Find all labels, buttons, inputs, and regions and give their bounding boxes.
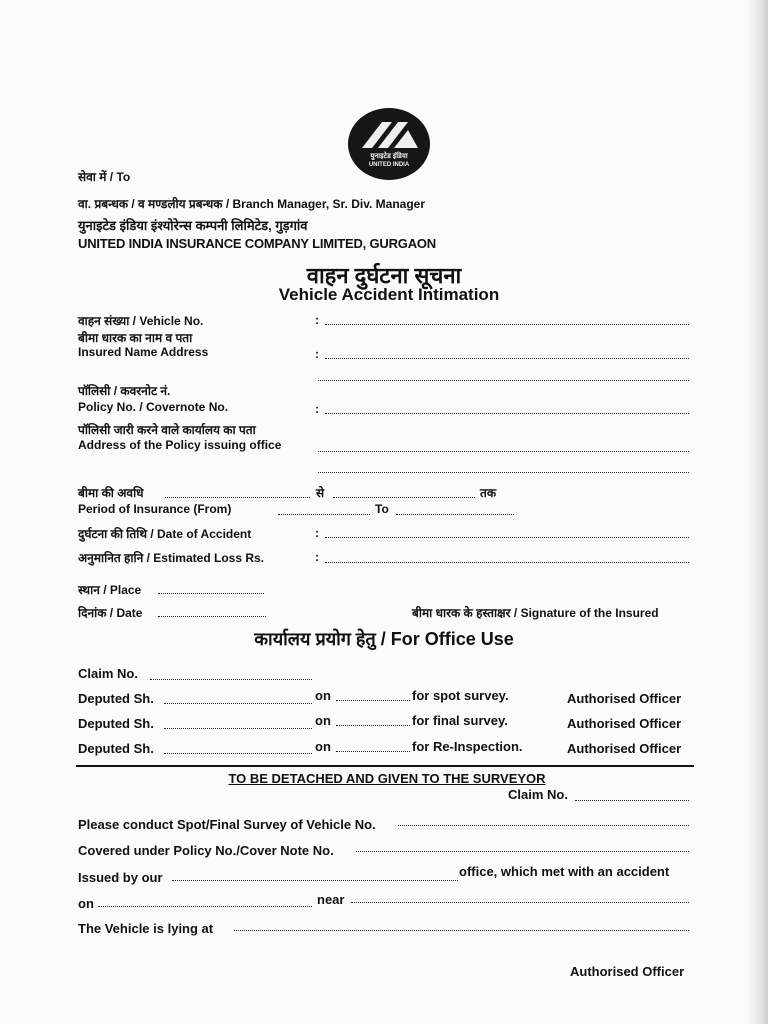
place-field[interactable]: [158, 593, 264, 594]
insured-address-field-2[interactable]: [318, 380, 689, 381]
manager-line: वा. प्रबन्धक / व मण्डलीय प्रबन्धक / Branch Manager, Sr. Div. Manager: [78, 197, 426, 211]
to-hindi: तक: [480, 486, 497, 500]
colon: :: [315, 347, 319, 361]
detach-authorised-officer: Authorised Officer: [570, 964, 685, 979]
authorised-officer-1: Authorised Officer: [567, 691, 682, 706]
accident-date-field[interactable]: [98, 906, 312, 907]
vehicle-lying-label: The Vehicle is lying at: [78, 921, 214, 936]
date-of-accident-label: दुर्घटना की तिथि / Date of Accident: [78, 527, 252, 541]
covered-policy-label: Covered under Policy No./Cover Note No.: [78, 843, 334, 858]
colon: :: [315, 550, 319, 564]
deputed-date-field-3[interactable]: [336, 751, 410, 752]
final-survey-label: for final survey.: [412, 713, 508, 728]
office-address-field-1[interactable]: [318, 451, 689, 452]
company-name-english: UNITED INDIA INSURANCE COMPANY LIMITED, GURGAON: [78, 236, 436, 251]
near-label: near: [317, 892, 345, 907]
company-name-hindi: युनाइटेड इंडिया इंश्योरेन्स कम्पनी लिमिटेड, गुड़गांव: [78, 218, 308, 233]
period-to-field[interactable]: [396, 514, 514, 515]
deputed-name-field-3[interactable]: [164, 753, 312, 754]
accident-place-field[interactable]: [351, 902, 689, 903]
vehicle-location-field[interactable]: [234, 930, 689, 931]
authorised-officer-2: Authorised Officer: [567, 716, 682, 731]
issued-by-label: Issued by our: [78, 870, 163, 885]
to-label: सेवा में / To: [78, 170, 131, 184]
deputed-date-field-1[interactable]: [336, 700, 410, 701]
logo-text-hindi: युनाइटेड इंडिया: [370, 153, 408, 160]
period-from-hindi-field[interactable]: [165, 497, 310, 498]
detach-claim-no-label: Claim No.: [508, 787, 568, 802]
accident-on-label: on: [78, 896, 94, 911]
colon: :: [315, 402, 319, 416]
estimated-loss-label: अनुमानित हानि / Estimated Loss Rs.: [78, 551, 265, 565]
signature-label: बीमा धारक के हस्ताक्षर / Signature of the Insured: [412, 606, 659, 620]
period-to-hindi-field[interactable]: [333, 497, 475, 498]
logo-text-english: UNITED INDIA: [368, 162, 410, 168]
from-hindi: से: [316, 486, 325, 500]
scan-edge-shadow: [746, 0, 768, 1024]
on-label-1: on: [315, 688, 331, 703]
deputed-name-field-1[interactable]: [164, 703, 312, 704]
deputed-name-field-2[interactable]: [164, 728, 312, 729]
office-label-hindi: पॉलिसी जारी करने वाले कार्यालय का पता: [78, 423, 256, 437]
deputed-label-2: Deputed Sh.: [78, 716, 154, 731]
detach-heading: TO BE DETACHED AND GIVEN TO THE SURVEYOR: [228, 771, 546, 786]
vehicle-no-field[interactable]: [325, 324, 689, 325]
office-use-title: कार्यालय प्रयोग हेतु / For Office Use: [254, 629, 514, 649]
form-title-hindi: वाहन दुर्घटना सूचना: [306, 263, 462, 288]
date-of-accident-field[interactable]: [325, 537, 689, 538]
covered-policy-field[interactable]: [356, 851, 689, 852]
insured-label-hindi: बीमा धारक का नाम व पता: [78, 331, 193, 345]
period-label-english: Period of Insurance (From): [78, 502, 232, 516]
colon: :: [315, 526, 319, 540]
detach-claim-no-field[interactable]: [575, 800, 689, 801]
estimated-loss-field[interactable]: [325, 562, 689, 563]
survey-vehicle-no-field[interactable]: [398, 825, 689, 826]
deputed-date-field-2[interactable]: [336, 725, 410, 726]
united-india-logo: [348, 108, 430, 180]
deputed-label-1: Deputed Sh.: [78, 691, 154, 706]
conduct-survey-label: Please conduct Spot/Final Survey of Vehicle No.: [78, 817, 376, 832]
on-label-3: on: [315, 739, 331, 754]
place-label: स्थान / Place: [78, 583, 142, 597]
date-field[interactable]: [158, 616, 266, 617]
claim-no-label: Claim No.: [78, 666, 138, 681]
policy-no-field[interactable]: [325, 413, 689, 414]
form-title-english: Vehicle Accident Intimation: [278, 285, 500, 304]
vehicle-no-label: वाहन संख्या / Vehicle No.: [78, 314, 204, 328]
colon: :: [315, 313, 319, 327]
authorised-officer-3: Authorised Officer: [567, 741, 682, 756]
period-label-hindi: बीमा की अवधि: [78, 486, 144, 500]
spot-survey-label: for spot survey.: [412, 688, 509, 703]
policy-label-english: Policy No. / Covernote No.: [78, 400, 229, 414]
reinspection-label: for Re-Inspection.: [412, 739, 523, 754]
date-label: दिनांक / Date: [78, 606, 143, 620]
detach-divider: [76, 765, 694, 767]
office-accident-label: office, which met with an accident: [459, 864, 670, 879]
office-address-field-2[interactable]: [318, 472, 689, 473]
policy-label-hindi: पॉलिसी / कवरनोट नं.: [78, 384, 171, 398]
insured-label-english: Insured Name Address: [78, 345, 209, 359]
period-from-field[interactable]: [278, 514, 370, 515]
period-to-label: To: [375, 502, 389, 516]
insured-address-field-1[interactable]: [325, 358, 689, 359]
issuing-office-field[interactable]: [172, 880, 458, 881]
on-label-2: on: [315, 713, 331, 728]
office-label-english: Address of the Policy issuing office: [78, 438, 282, 452]
deputed-label-3: Deputed Sh.: [78, 741, 154, 756]
claim-no-field[interactable]: [150, 679, 312, 680]
